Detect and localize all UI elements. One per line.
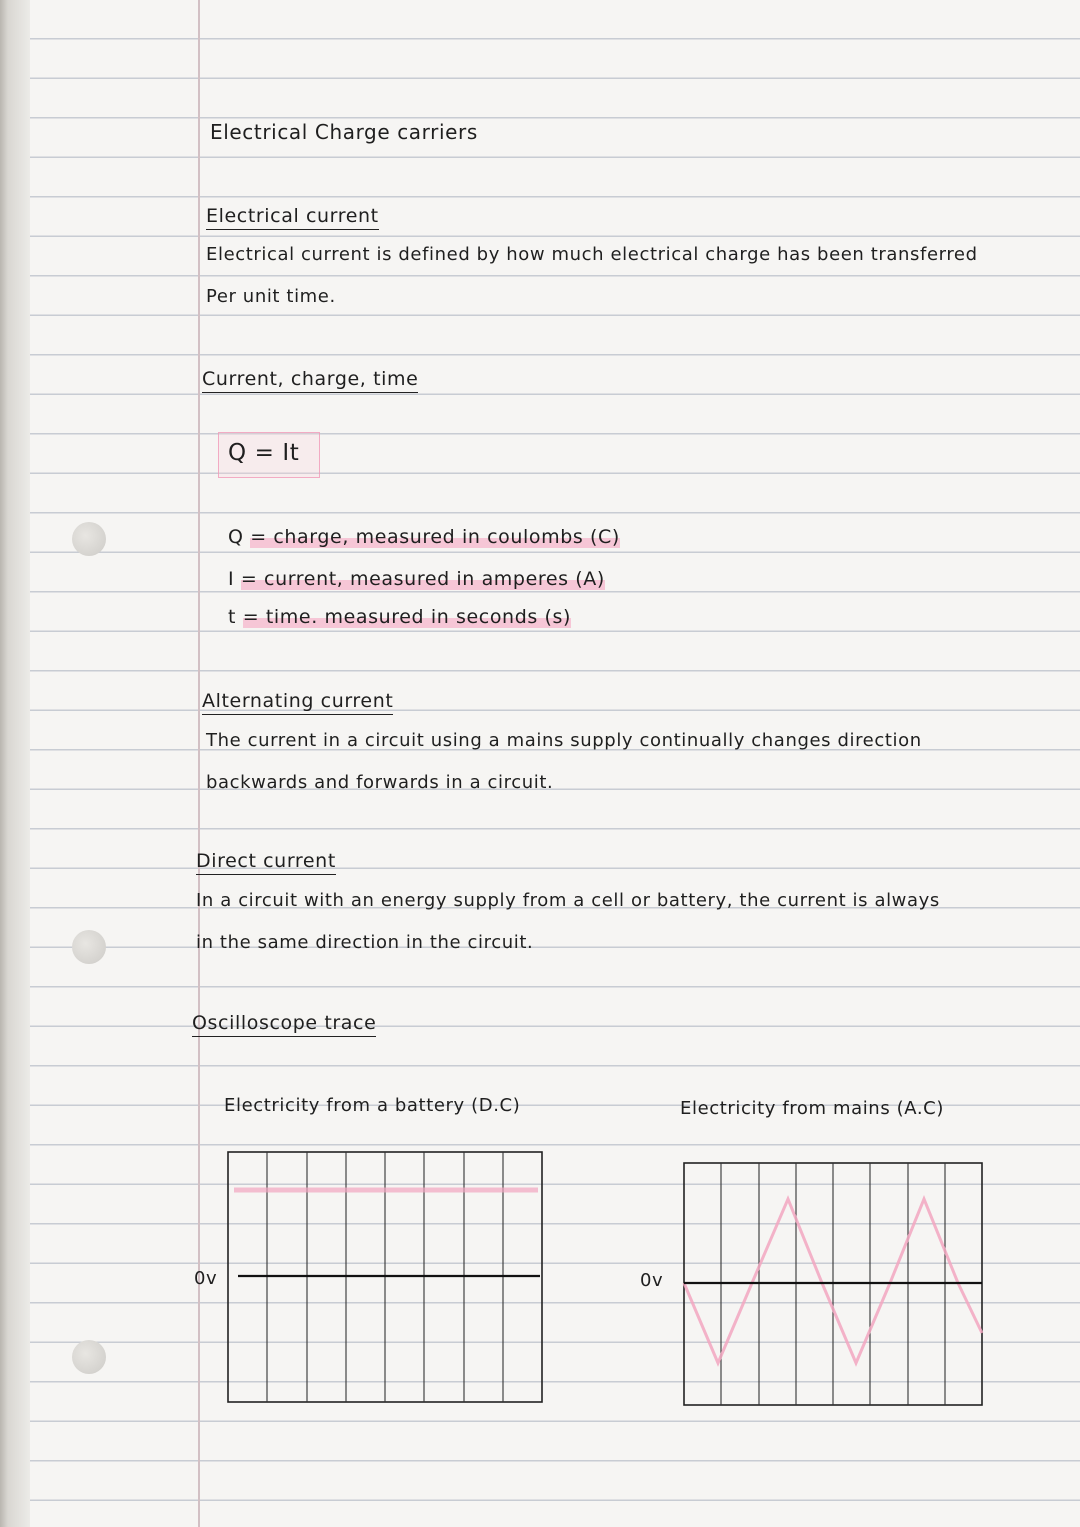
definition-text: = time. measured in seconds (s)	[242, 606, 572, 628]
electrical-current-line-2: Per unit time.	[206, 286, 336, 307]
dc-zero-volt-label: 0v	[194, 1268, 218, 1289]
ac-trace-label: Electricity from mains (A.C)	[680, 1098, 944, 1119]
direct-current-line-1: In a circuit with an energy supply from a cell or battery, the current is always	[196, 890, 940, 911]
margin-line	[198, 0, 200, 1527]
definition-text: = charge, measured in coulombs (C)	[250, 526, 620, 548]
punch-hole	[72, 1340, 106, 1374]
punch-hole	[72, 522, 106, 556]
definition-symbol: t	[228, 606, 237, 628]
page-title: Electrical Charge carriers	[210, 120, 478, 144]
dc-trace-label: Electricity from a battery (D.C)	[224, 1095, 521, 1116]
definition-text: = current, measured in amperes (A)	[240, 568, 605, 590]
section-heading-current-charge-time: Current, charge, time	[202, 368, 418, 393]
definition-symbol: I	[228, 568, 235, 590]
dc-oscilloscope-grid	[228, 1152, 544, 1404]
definition-row	[228, 606, 571, 628]
electrical-current-line-1: Electrical current is defined by how much electrical charge has been transferred	[206, 244, 978, 265]
ac-oscilloscope-grid	[684, 1163, 984, 1407]
section-heading-direct-current: Direct current	[196, 850, 336, 875]
definition-row	[228, 526, 620, 548]
text-line	[206, 244, 978, 265]
ac-zero-volt-label: 0v	[640, 1270, 664, 1291]
page-edge-shadow	[0, 0, 30, 1527]
alternating-current-line-1: The current in a circuit using a mains supply continually changes direction	[206, 730, 922, 751]
section-heading-oscilloscope: Oscilloscope trace	[192, 1012, 376, 1037]
formula: Q = It	[228, 440, 300, 466]
definition-row	[228, 568, 605, 590]
direct-current-line-2: in the same direction in the circuit.	[196, 932, 534, 953]
section-heading-alternating-current: Alternating current	[202, 690, 393, 715]
alternating-current-line-2: backwards and forwards in a circuit.	[206, 772, 554, 793]
punch-hole	[72, 930, 106, 964]
definition-symbol: Q	[228, 526, 244, 548]
section-heading-electrical-current: Electrical current	[206, 205, 379, 230]
